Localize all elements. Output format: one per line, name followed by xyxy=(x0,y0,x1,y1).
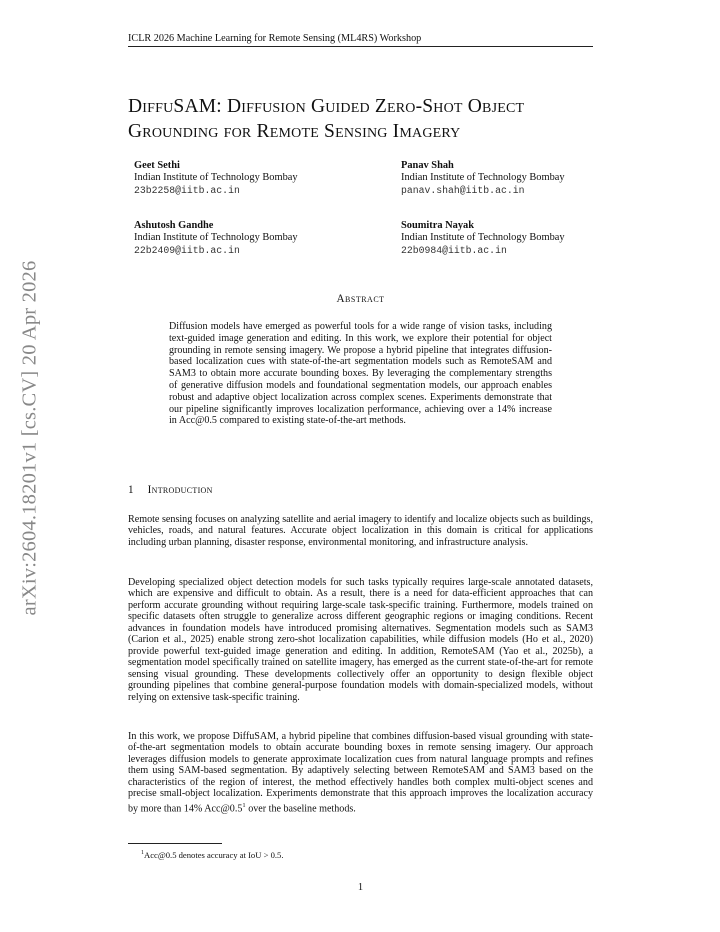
author-affiliation: Indian Institute of Technology Bombay xyxy=(401,232,565,244)
section-heading xyxy=(128,484,593,496)
arxiv-sidebar xyxy=(12,258,48,618)
page-number: 1 xyxy=(357,882,364,893)
author-affiliation: Indian Institute of Technology Bombay xyxy=(134,232,298,244)
paragraph: Remote sensing focuses on analyzing satellite and aerial imagery to identify and localize objects such as buildings, vehicles, roads, and natural features. Accurate object localization in this domain is critical for applications including urban planning, disaster response, environmental monitoring, and infrastructure analysis. xyxy=(128,514,593,548)
author-email[interactable]: 23b2258@iitb.ac.in xyxy=(134,184,240,196)
author-block xyxy=(401,220,631,257)
title-line-2: Grounding for Remote Sensing Imagery xyxy=(128,121,461,142)
author-name: Soumitra Nayak xyxy=(401,220,475,231)
author-email[interactable]: panav.shah@iitb.ac.in xyxy=(401,184,525,196)
title-line-1: DiffuSAM: Diffusion Guided Zero-Shot Object xyxy=(128,96,525,117)
footnote-text: Acc@0.5 denotes accuracy at IoU > 0.5. xyxy=(144,849,284,860)
author-block xyxy=(401,160,631,197)
arxiv-identifier[interactable]: arXiv:2604.18201v1 [cs.CV] 20 Apr 2026 xyxy=(18,260,41,616)
author-affiliation: Indian Institute of Technology Bombay xyxy=(134,172,298,184)
footnote-marker[interactable]: 1 xyxy=(242,801,246,809)
abstract-heading: Abstract xyxy=(336,293,385,305)
author-email[interactable]: 22b2409@iitb.ac.in xyxy=(134,244,240,256)
paragraph xyxy=(128,731,593,815)
author-name: Geet Sethi xyxy=(134,160,180,171)
footnote-number: 1 xyxy=(141,850,144,856)
paragraph-text: In this work, we propose DiffuSAM, a hybrid pipeline that combines diffusion-based visual grounding with state-of-the-art segmentation models to obtain accurate bounding boxes in remote sensing imagery. Our approach leverages diffusion models to generate approximate localization cues from natural language prompts and refines them using SAM-based segmentation. By adaptively selecting between RemoteSAM and SAM3 based on the characteristics of the region of interest, the method effectively handles both complex multi-object scenes and precise small-object localization. Experiments demonstrate that this approach improves the localization accuracy by more than 14% Acc@0.5 xyxy=(128,731,593,815)
footnote-rule xyxy=(128,843,222,844)
paper-title xyxy=(128,94,608,144)
author-block xyxy=(134,220,364,257)
author-name: Panav Shah xyxy=(401,160,454,171)
header-rule xyxy=(128,46,593,47)
paragraph: Developing specialized object detection models for such tasks typically requires large-scale annotated datasets, which are expensive and difficult to obtain. As a result, there is a need for data-efficient approaches that can perform accurate grounding without requiring large-scale task-specific training. Furthermore, models trained on specific datasets often struggle to generalize across different geographic regions or imaging conditions. Recent advances in foundation models have introduced promising alternatives. Segmentation models such as SAM3 (Carion et al., 2025) enable strong zero-shot localization capabilities, while diffusion models (Ho et al., 2020) provide powerful text-guided image generation and editing. In addition, RemoteSAM (Yao et al., 2025b), a segmentation model specifically trained on satellite imagery, has emerged as the current state-of-the-art for remote sensing visual grounding. These developments collectively offer an opportunity to design flexible object grounding pipelines that combine general-purpose foundation models with domain-specialized models, without relying on extensive task-specific training. xyxy=(128,577,593,703)
author-email[interactable]: 22b0984@iitb.ac.in xyxy=(401,244,507,256)
author-affiliation: Indian Institute of Technology Bombay xyxy=(401,172,565,184)
section-number: 1 xyxy=(128,484,134,496)
paragraph-tail: over the baseline methods. xyxy=(245,803,356,815)
author-name: Ashutosh Gandhe xyxy=(134,220,214,231)
author-block xyxy=(134,160,364,197)
footnote xyxy=(141,848,283,860)
abstract-text: Diffusion models have emerged as powerful tools for a wide range of vision tasks, including text-guided image generation and editing. In this work, we explore their potential for object grounding in remote sensing imagery. We propose a hybrid pipeline that integrates diffusion-based localization cues with state-of-the-art segmentation models such as RemoteSAM and SAM3 to obtain more accurate bounding boxes. By leveraging the complementary strengths of generative diffusion models and foundational segmentation models, our approach enables robust and adaptive object localization across complex scenes. Experiments demonstrate that our pipeline significantly improves localization performance, achieving over a 14% increase in Acc@0.5 compared to existing state-of-the-art methods. xyxy=(169,321,552,427)
running-header: ICLR 2026 Machine Learning for Remote Sensing (ML4RS) Workshop xyxy=(128,33,422,44)
section-title: Introduction xyxy=(147,484,213,496)
